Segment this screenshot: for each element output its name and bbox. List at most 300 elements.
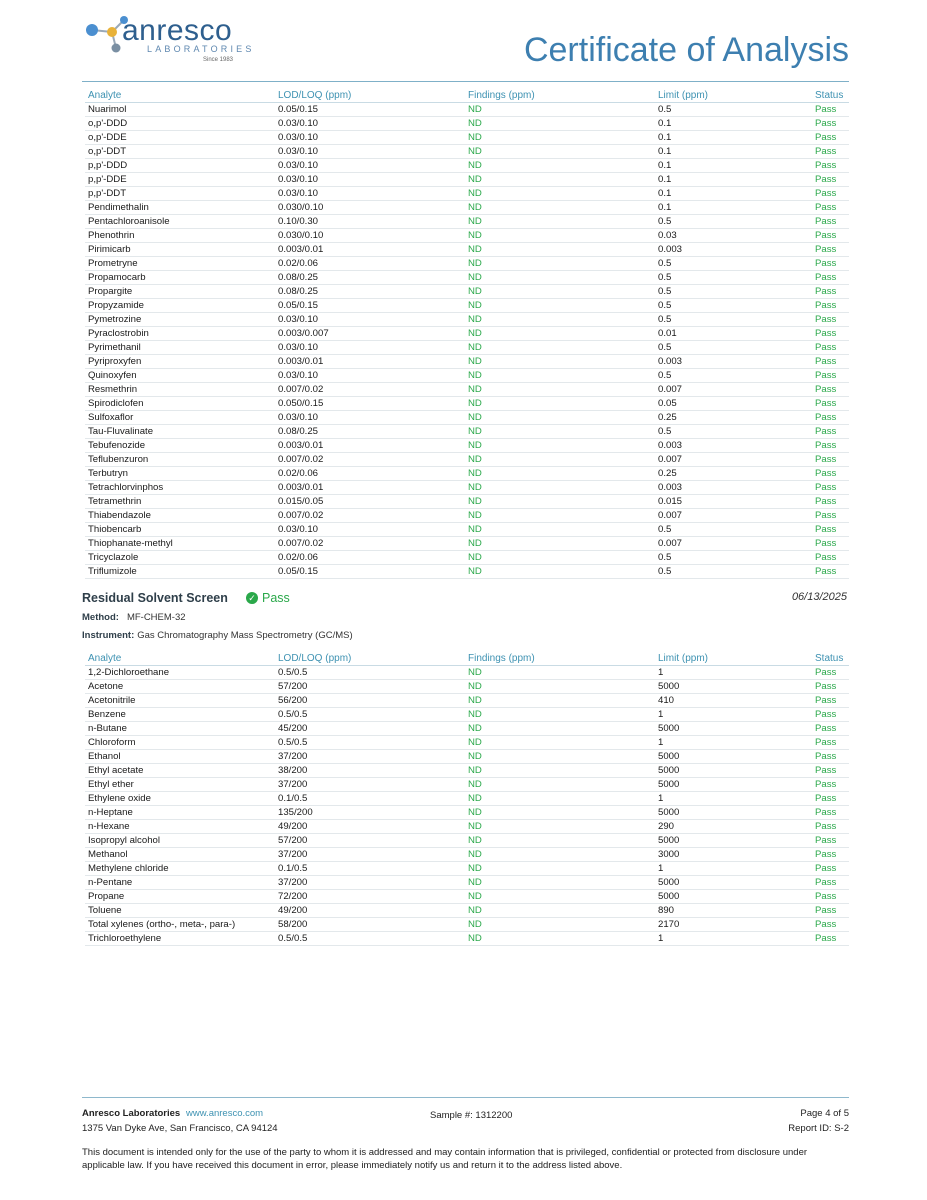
- cell-limit: 3000: [655, 848, 805, 862]
- cell-analyte: Tricyclazole: [85, 551, 275, 565]
- cell-lodloq: 0.03/0.10: [275, 369, 465, 383]
- cell-status: Pass: [805, 411, 849, 425]
- cell-lodloq: 0.030/0.10: [275, 201, 465, 215]
- cell-lodloq: 0.03/0.10: [275, 117, 465, 131]
- table-row: [85, 551, 849, 565]
- cell-analyte: Phenothrin: [85, 229, 275, 243]
- cell-status: Pass: [805, 848, 849, 862]
- cell-analyte: p,p'-DDT: [85, 187, 275, 201]
- cell-lodloq: 0.003/0.007: [275, 327, 465, 341]
- cell-status: Pass: [805, 680, 849, 694]
- cell-findings: ND: [465, 341, 655, 355]
- cell-analyte: Quinoxyfen: [85, 369, 275, 383]
- cell-limit: 0.03: [655, 229, 805, 243]
- cell-limit: 1: [655, 708, 805, 722]
- cell-findings: ND: [465, 369, 655, 383]
- cell-analyte: Thiophanate-methyl: [85, 537, 275, 551]
- cell-status: Pass: [805, 467, 849, 481]
- method-label: Method:: [82, 612, 119, 623]
- pesticide-results-table: [85, 88, 849, 579]
- table-row: [85, 271, 849, 285]
- table-row: [85, 243, 849, 257]
- cell-status: Pass: [805, 722, 849, 736]
- cell-limit: 0.003: [655, 481, 805, 495]
- cell-status: Pass: [805, 201, 849, 215]
- table-row: [85, 904, 849, 918]
- cell-analyte: Acetonitrile: [85, 694, 275, 708]
- cell-findings: ND: [465, 722, 655, 736]
- cell-lodloq: 0.08/0.25: [275, 285, 465, 299]
- cell-analyte: n-Pentane: [85, 876, 275, 890]
- cell-analyte: Chloroform: [85, 736, 275, 750]
- cell-analyte: Propyzamide: [85, 299, 275, 313]
- method-row: [82, 612, 186, 624]
- cell-analyte: Ethyl acetate: [85, 764, 275, 778]
- cell-analyte: Ethylene oxide: [85, 792, 275, 806]
- cell-limit: 5000: [655, 806, 805, 820]
- cell-status: Pass: [805, 792, 849, 806]
- footer-sample-number: Sample #: 1312200: [430, 1110, 513, 1121]
- col-header-limit: Limit (ppm): [655, 88, 805, 103]
- cell-status: Pass: [805, 271, 849, 285]
- cell-findings: ND: [465, 145, 655, 159]
- cell-analyte: Total xylenes (ortho-, meta-, para-): [85, 918, 275, 932]
- table-row: [85, 694, 849, 708]
- col-header-analyte: Analyte: [85, 88, 275, 103]
- cell-limit: 0.1: [655, 145, 805, 159]
- cell-lodloq: 0.03/0.10: [275, 313, 465, 327]
- cell-analyte: Tau-Fluvalinate: [85, 425, 275, 439]
- table-row: [85, 411, 849, 425]
- cell-lodloq: 0.5/0.5: [275, 708, 465, 722]
- table-row: [85, 285, 849, 299]
- cell-limit: 0.01: [655, 327, 805, 341]
- cell-status: Pass: [805, 355, 849, 369]
- table-row: [85, 313, 849, 327]
- cell-status: Pass: [805, 495, 849, 509]
- cell-findings: ND: [465, 890, 655, 904]
- cell-lodloq: 0.03/0.10: [275, 145, 465, 159]
- section-title: Residual Solvent Screen: [82, 591, 228, 605]
- cell-findings: ND: [465, 425, 655, 439]
- cell-findings: ND: [465, 708, 655, 722]
- cell-limit: 0.5: [655, 103, 805, 117]
- cell-analyte: Pymetrozine: [85, 313, 275, 327]
- section-status: [246, 590, 290, 606]
- cell-status: Pass: [805, 425, 849, 439]
- cell-limit: 0.5: [655, 341, 805, 355]
- cell-status: Pass: [805, 341, 849, 355]
- cell-findings: ND: [465, 862, 655, 876]
- cell-lodloq: 49/200: [275, 904, 465, 918]
- cell-analyte: 1,2-Dichloroethane: [85, 666, 275, 680]
- cell-findings: ND: [465, 187, 655, 201]
- cell-analyte: Pyraclostrobin: [85, 327, 275, 341]
- cell-findings: ND: [465, 694, 655, 708]
- cell-lodloq: 0.03/0.10: [275, 411, 465, 425]
- cell-lodloq: 0.007/0.02: [275, 509, 465, 523]
- cell-findings: ND: [465, 229, 655, 243]
- cell-lodloq: 0.003/0.01: [275, 439, 465, 453]
- cell-limit: 0.1: [655, 159, 805, 173]
- cell-analyte: Trichloroethylene: [85, 932, 275, 946]
- table-header-row: [85, 88, 849, 103]
- cell-status: Pass: [805, 876, 849, 890]
- table-row: [85, 666, 849, 680]
- cell-status: Pass: [805, 736, 849, 750]
- cell-lodloq: 0.03/0.10: [275, 173, 465, 187]
- cell-findings: ND: [465, 932, 655, 946]
- cell-lodloq: 0.02/0.06: [275, 467, 465, 481]
- cell-status: Pass: [805, 750, 849, 764]
- cell-analyte: Methylene chloride: [85, 862, 275, 876]
- cell-status: Pass: [805, 145, 849, 159]
- cell-limit: 5000: [655, 876, 805, 890]
- table-row: [85, 397, 849, 411]
- cell-analyte: Triflumizole: [85, 565, 275, 579]
- table-row: [85, 453, 849, 467]
- table-row: [85, 145, 849, 159]
- document-title: Certificate of Analysis: [523, 31, 849, 69]
- cell-status: Pass: [805, 806, 849, 820]
- cell-status: Pass: [805, 481, 849, 495]
- cell-status: Pass: [805, 666, 849, 680]
- section-status-label: Pass: [262, 591, 290, 605]
- solvent-table-body: [85, 666, 849, 946]
- cell-limit: 1: [655, 932, 805, 946]
- cell-analyte: Spirodiclofen: [85, 397, 275, 411]
- cell-status: Pass: [805, 439, 849, 453]
- cell-limit: 890: [655, 904, 805, 918]
- cell-limit: 0.1: [655, 131, 805, 145]
- cell-lodloq: 0.05/0.15: [275, 565, 465, 579]
- instrument-row: [82, 630, 353, 642]
- cell-findings: ND: [465, 215, 655, 229]
- cell-lodloq: 0.02/0.06: [275, 257, 465, 271]
- footer-page-number: Page 4 of 5: [800, 1108, 849, 1119]
- cell-limit: 0.1: [655, 201, 805, 215]
- cell-status: Pass: [805, 834, 849, 848]
- cell-findings: ND: [465, 806, 655, 820]
- cell-limit: 0.1: [655, 173, 805, 187]
- table-row: [85, 806, 849, 820]
- cell-analyte: n-Butane: [85, 722, 275, 736]
- cell-limit: 2170: [655, 918, 805, 932]
- cell-limit: 0.007: [655, 383, 805, 397]
- col-header-analyte: Analyte: [85, 651, 275, 666]
- cell-status: Pass: [805, 159, 849, 173]
- instrument-label: Instrument:: [82, 630, 135, 641]
- cell-limit: 0.5: [655, 285, 805, 299]
- cell-findings: ND: [465, 383, 655, 397]
- cell-status: Pass: [805, 453, 849, 467]
- cell-lodloq: 37/200: [275, 848, 465, 862]
- cell-lodloq: 56/200: [275, 694, 465, 708]
- table-row: [85, 918, 849, 932]
- table-row: [85, 229, 849, 243]
- footer-disclaimer: This document is intended only for the use of the party to whom it is addressed and may contain information that is privileged, confidential or protected from disclosure under applicable law. If you have received this document in error, please immediately notify us and return it to the address listed above.: [82, 1147, 808, 1171]
- table-row: [85, 369, 849, 383]
- table-row: [85, 523, 849, 537]
- cell-lodloq: 0.007/0.02: [275, 537, 465, 551]
- cell-status: Pass: [805, 285, 849, 299]
- section-date: 06/13/2025: [791, 591, 847, 603]
- table-row: [85, 537, 849, 551]
- check-circle-icon: ✓: [246, 592, 258, 604]
- col-header-lodloq: LOD/LOQ (ppm): [275, 88, 465, 103]
- cell-analyte: Methanol: [85, 848, 275, 862]
- cell-lodloq: 45/200: [275, 722, 465, 736]
- cell-lodloq: 0.03/0.10: [275, 159, 465, 173]
- cell-status: Pass: [805, 918, 849, 932]
- cell-limit: 5000: [655, 722, 805, 736]
- cell-status: Pass: [805, 327, 849, 341]
- cell-analyte: Resmethrin: [85, 383, 275, 397]
- table-row: [85, 750, 849, 764]
- cell-lodloq: 0.050/0.15: [275, 397, 465, 411]
- cell-analyte: Teflubenzuron: [85, 453, 275, 467]
- cell-analyte: n-Heptane: [85, 806, 275, 820]
- cell-findings: ND: [465, 918, 655, 932]
- cell-status: Pass: [805, 708, 849, 722]
- cell-findings: ND: [465, 736, 655, 750]
- cell-lodloq: 0.5/0.5: [275, 736, 465, 750]
- cell-limit: 5000: [655, 834, 805, 848]
- cell-findings: ND: [465, 666, 655, 680]
- cell-lodloq: 37/200: [275, 876, 465, 890]
- table-row: [85, 439, 849, 453]
- cell-findings: ND: [465, 299, 655, 313]
- cell-status: Pass: [805, 890, 849, 904]
- cell-findings: ND: [465, 327, 655, 341]
- pesticide-table-body: [85, 103, 849, 579]
- cell-analyte: Toluene: [85, 904, 275, 918]
- cell-limit: 5000: [655, 778, 805, 792]
- cell-lodloq: 37/200: [275, 778, 465, 792]
- table-row: [85, 173, 849, 187]
- cell-findings: ND: [465, 467, 655, 481]
- cell-lodloq: 57/200: [275, 834, 465, 848]
- cell-findings: ND: [465, 481, 655, 495]
- cell-limit: 0.003: [655, 355, 805, 369]
- footer-lab-url[interactable]: www.anresco.com: [186, 1108, 264, 1119]
- header-divider: [82, 81, 849, 82]
- cell-limit: 0.5: [655, 313, 805, 327]
- cell-limit: 0.5: [655, 551, 805, 565]
- table-row: [85, 159, 849, 173]
- cell-lodloq: 0.003/0.01: [275, 355, 465, 369]
- cell-status: Pass: [805, 117, 849, 131]
- cell-findings: ND: [465, 243, 655, 257]
- cell-lodloq: 38/200: [275, 764, 465, 778]
- table-row: [85, 792, 849, 806]
- cell-findings: ND: [465, 820, 655, 834]
- cell-findings: ND: [465, 778, 655, 792]
- cell-analyte: Propane: [85, 890, 275, 904]
- cell-status: Pass: [805, 397, 849, 411]
- cell-lodloq: 0.003/0.01: [275, 243, 465, 257]
- cell-findings: ND: [465, 117, 655, 131]
- cell-lodloq: 72/200: [275, 890, 465, 904]
- table-row: [85, 932, 849, 946]
- cell-lodloq: 0.5/0.5: [275, 666, 465, 680]
- cell-lodloq: 0.08/0.25: [275, 271, 465, 285]
- table-row: [85, 722, 849, 736]
- cell-limit: 0.003: [655, 439, 805, 453]
- cell-limit: 0.05: [655, 397, 805, 411]
- cell-status: Pass: [805, 299, 849, 313]
- cell-lodloq: 0.05/0.15: [275, 299, 465, 313]
- cell-lodloq: 0.007/0.02: [275, 453, 465, 467]
- cell-findings: ND: [465, 565, 655, 579]
- cell-findings: ND: [465, 159, 655, 173]
- cell-analyte: Tebufenozide: [85, 439, 275, 453]
- cell-findings: ND: [465, 834, 655, 848]
- cell-limit: 0.5: [655, 565, 805, 579]
- cell-findings: ND: [465, 397, 655, 411]
- cell-findings: ND: [465, 551, 655, 565]
- table-row: [85, 834, 849, 848]
- cell-status: Pass: [805, 173, 849, 187]
- cell-lodloq: 0.007/0.02: [275, 383, 465, 397]
- cell-lodloq: 37/200: [275, 750, 465, 764]
- cell-limit: 0.5: [655, 523, 805, 537]
- cell-limit: 290: [655, 820, 805, 834]
- table-row: [85, 565, 849, 579]
- table-row: [85, 131, 849, 145]
- table-row: [85, 425, 849, 439]
- cell-findings: ND: [465, 764, 655, 778]
- cell-lodloq: 135/200: [275, 806, 465, 820]
- cell-findings: ND: [465, 680, 655, 694]
- cell-limit: 0.5: [655, 299, 805, 313]
- cell-analyte: Benzene: [85, 708, 275, 722]
- cell-analyte: Propamocarb: [85, 271, 275, 285]
- cell-analyte: Pendimethalin: [85, 201, 275, 215]
- cell-limit: 5000: [655, 890, 805, 904]
- cell-limit: 0.007: [655, 509, 805, 523]
- cell-lodloq: 0.030/0.10: [275, 229, 465, 243]
- table-row: [85, 481, 849, 495]
- cell-limit: 0.5: [655, 215, 805, 229]
- cell-analyte: Propargite: [85, 285, 275, 299]
- cell-analyte: Tetrachlorvinphos: [85, 481, 275, 495]
- cell-status: Pass: [805, 215, 849, 229]
- cell-status: Pass: [805, 778, 849, 792]
- cell-findings: ND: [465, 876, 655, 890]
- cell-status: Pass: [805, 862, 849, 876]
- cell-analyte: Ethyl ether: [85, 778, 275, 792]
- cell-lodloq: 0.1/0.5: [275, 792, 465, 806]
- cell-findings: ND: [465, 355, 655, 369]
- cell-findings: ND: [465, 257, 655, 271]
- cell-limit: 5000: [655, 750, 805, 764]
- cell-analyte: Pyrimethanil: [85, 341, 275, 355]
- cell-status: Pass: [805, 313, 849, 327]
- footer-report-id: Report ID: S-2: [788, 1123, 849, 1134]
- cell-status: Pass: [805, 257, 849, 271]
- cell-analyte: Pirimicarb: [85, 243, 275, 257]
- table-row: [85, 103, 849, 117]
- cell-status: Pass: [805, 383, 849, 397]
- cell-lodloq: 0.02/0.06: [275, 551, 465, 565]
- cell-limit: 5000: [655, 680, 805, 694]
- logo-wordmark: anresco: [122, 14, 233, 47]
- table-header-row: [85, 651, 849, 666]
- cell-limit: 0.25: [655, 411, 805, 425]
- cell-analyte: Terbutryn: [85, 467, 275, 481]
- cell-analyte: Thiabendazole: [85, 509, 275, 523]
- cell-findings: ND: [465, 750, 655, 764]
- table-row: [85, 764, 849, 778]
- cell-findings: ND: [465, 201, 655, 215]
- table-row: [85, 117, 849, 131]
- cell-analyte: Isopropyl alcohol: [85, 834, 275, 848]
- cell-lodloq: 0.10/0.30: [275, 215, 465, 229]
- table-row: [85, 383, 849, 397]
- cell-lodloq: 0.03/0.10: [275, 341, 465, 355]
- cell-analyte: p,p'-DDE: [85, 173, 275, 187]
- cell-findings: ND: [465, 313, 655, 327]
- col-header-lodloq: LOD/LOQ (ppm): [275, 651, 465, 666]
- cell-findings: ND: [465, 537, 655, 551]
- cell-limit: 0.25: [655, 467, 805, 481]
- table-row: [85, 467, 849, 481]
- cell-lodloq: 0.03/0.10: [275, 131, 465, 145]
- solvent-results-table: [85, 651, 849, 946]
- footer-address: 1375 Van Dyke Ave, San Francisco, CA 94124: [82, 1123, 278, 1134]
- cell-findings: ND: [465, 103, 655, 117]
- cell-findings: ND: [465, 271, 655, 285]
- cell-findings: ND: [465, 285, 655, 299]
- table-row: [85, 215, 849, 229]
- col-header-findings: Findings (ppm): [465, 88, 655, 103]
- cell-findings: ND: [465, 904, 655, 918]
- cell-findings: ND: [465, 173, 655, 187]
- table-row: [85, 862, 849, 876]
- cell-analyte: o,p'-DDE: [85, 131, 275, 145]
- cell-analyte: Thiobencarb: [85, 523, 275, 537]
- cell-status: Pass: [805, 764, 849, 778]
- cell-analyte: Sulfoxaflor: [85, 411, 275, 425]
- col-header-status: Status: [805, 88, 849, 103]
- cell-lodloq: 0.03/0.10: [275, 523, 465, 537]
- footer-divider: [82, 1097, 849, 1098]
- col-header-limit: Limit (ppm): [655, 651, 805, 666]
- cell-findings: ND: [465, 523, 655, 537]
- cell-limit: 0.1: [655, 187, 805, 201]
- cell-limit: 0.5: [655, 425, 805, 439]
- cell-limit: 0.007: [655, 453, 805, 467]
- cell-analyte: o,p'-DDT: [85, 145, 275, 159]
- cell-lodloq: 0.08/0.25: [275, 425, 465, 439]
- table-row: [85, 257, 849, 271]
- cell-limit: 0.015: [655, 495, 805, 509]
- cell-limit: 0.5: [655, 271, 805, 285]
- cell-analyte: n-Hexane: [85, 820, 275, 834]
- table-row: [85, 736, 849, 750]
- table-row: [85, 299, 849, 313]
- cell-analyte: Ethanol: [85, 750, 275, 764]
- cell-findings: ND: [465, 792, 655, 806]
- table-row: [85, 187, 849, 201]
- cell-findings: ND: [465, 495, 655, 509]
- instrument-value: Gas Chromatography Mass Spectrometry (GC/MS): [137, 630, 353, 641]
- cell-findings: ND: [465, 411, 655, 425]
- cell-status: Pass: [805, 551, 849, 565]
- table-row: [85, 708, 849, 722]
- cell-status: Pass: [805, 932, 849, 946]
